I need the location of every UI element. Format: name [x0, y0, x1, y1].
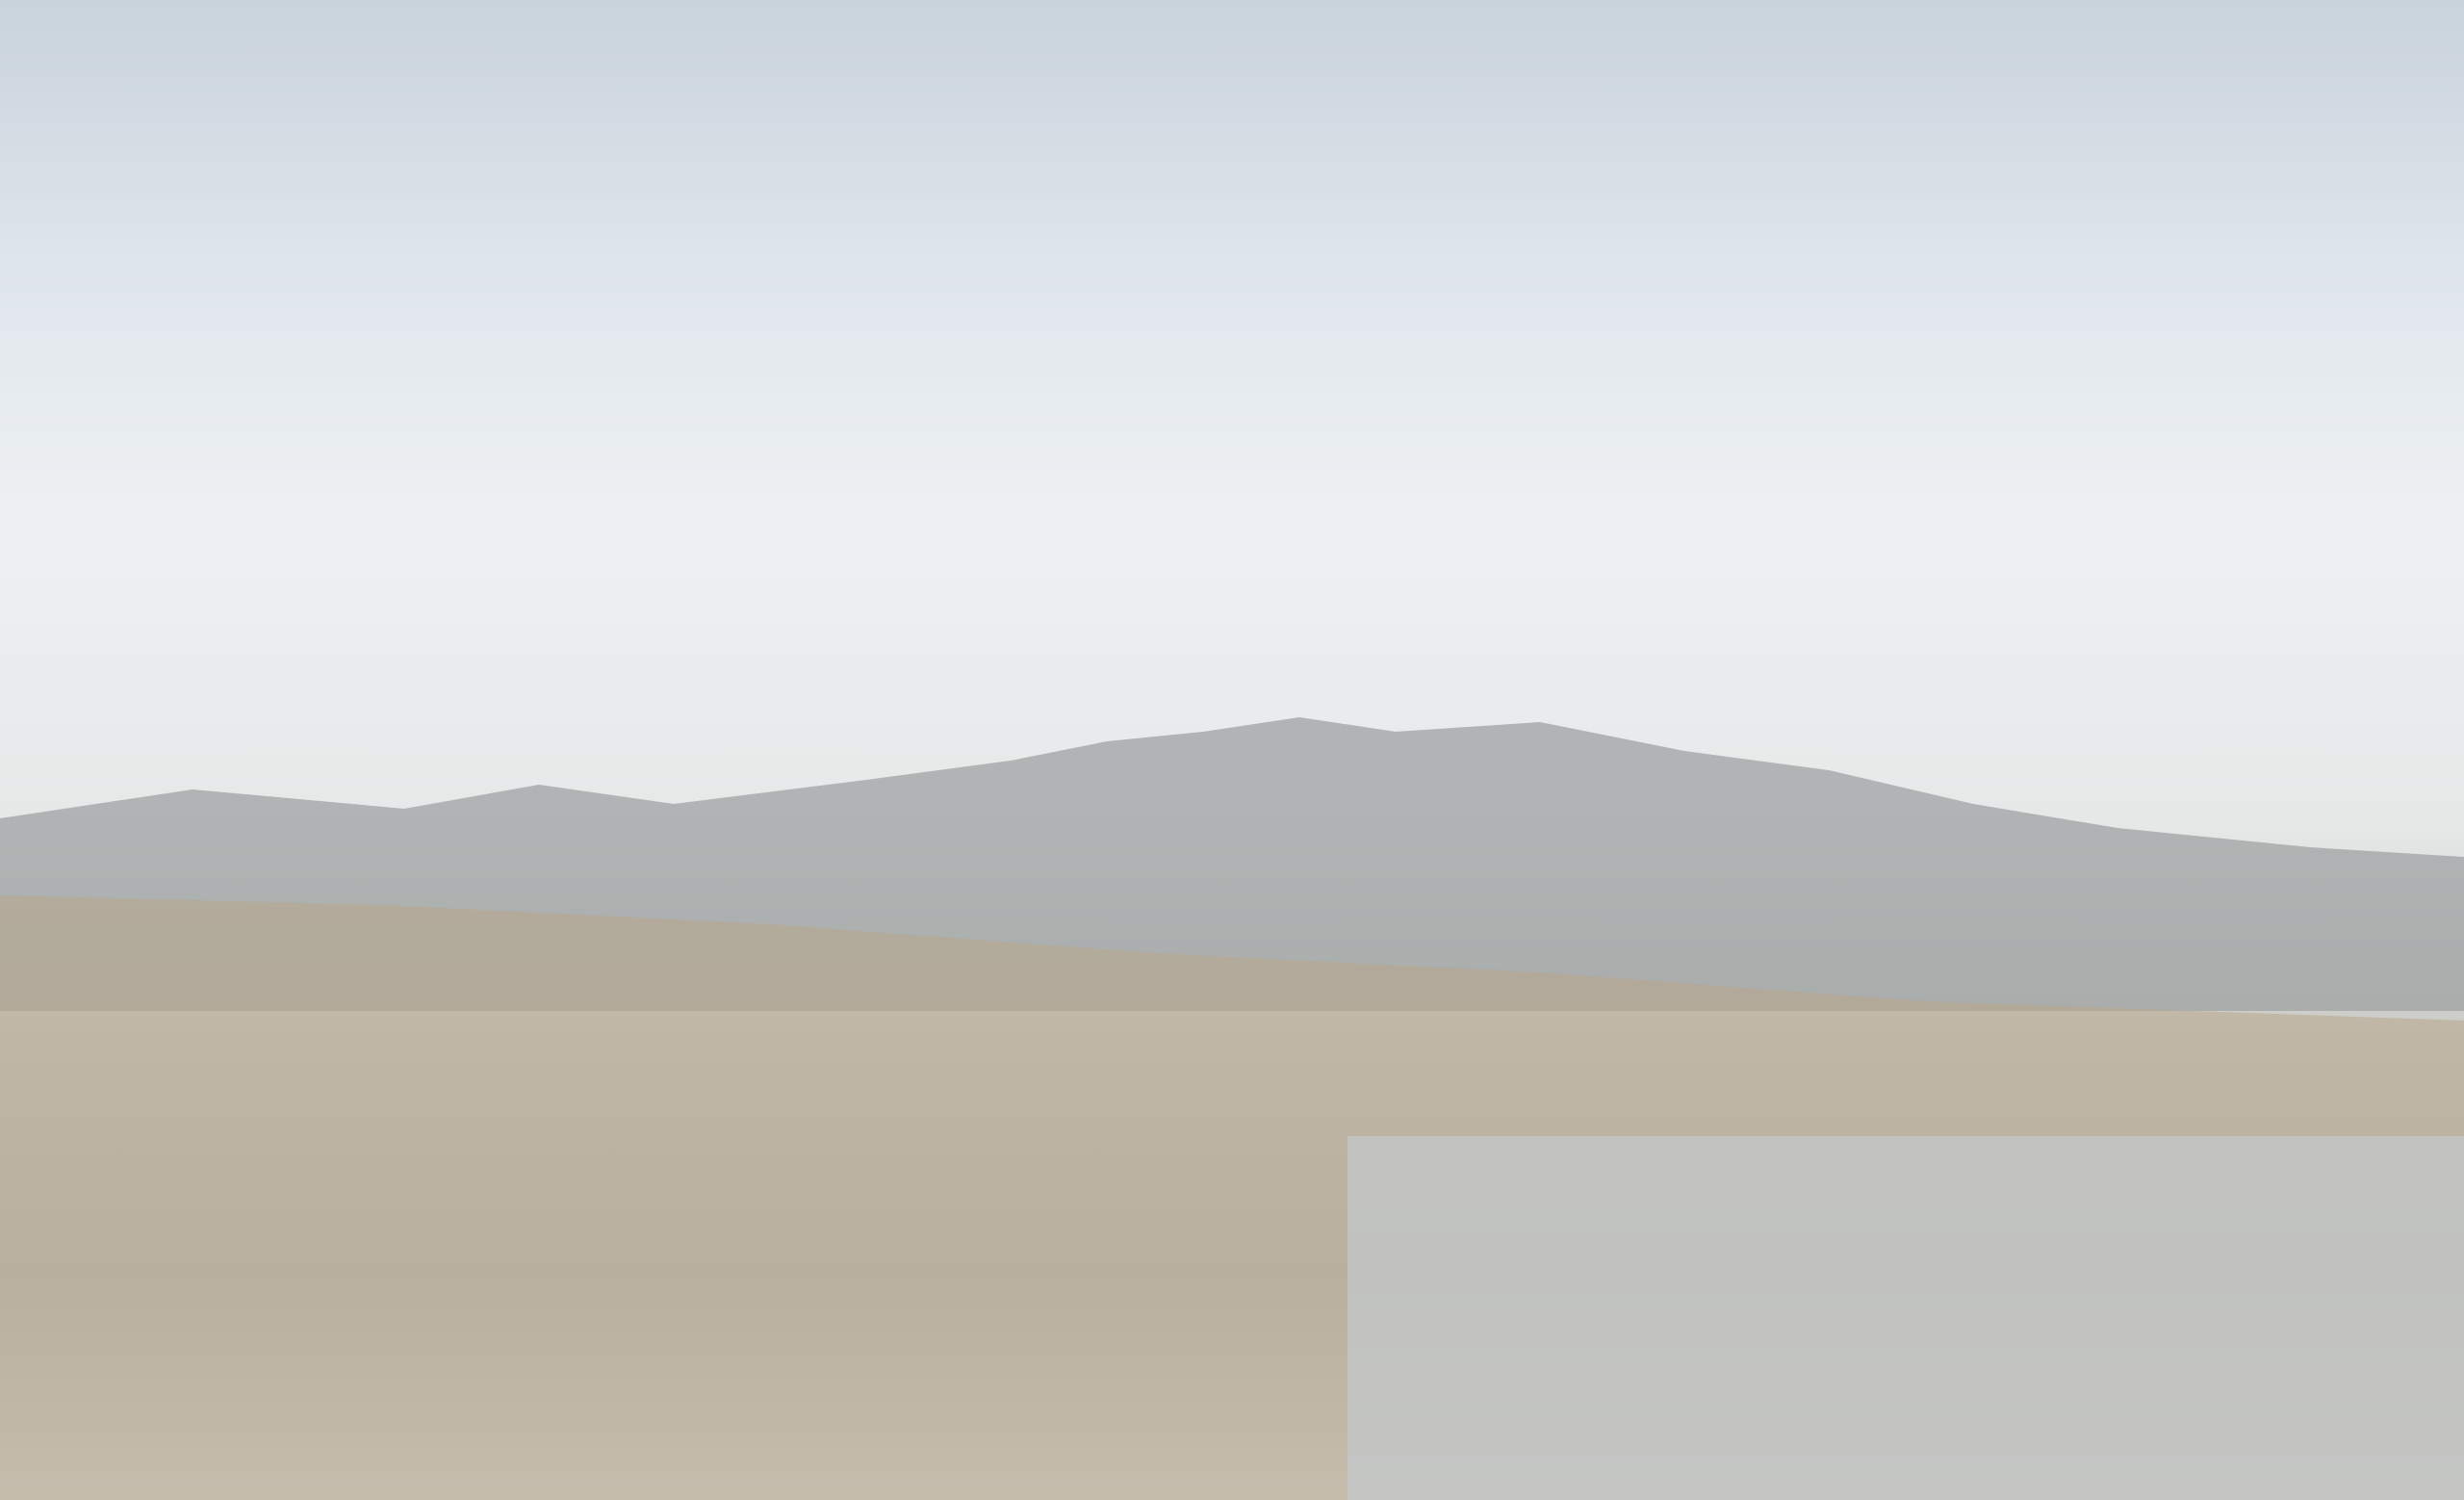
lake-water	[1348, 1136, 2464, 1500]
